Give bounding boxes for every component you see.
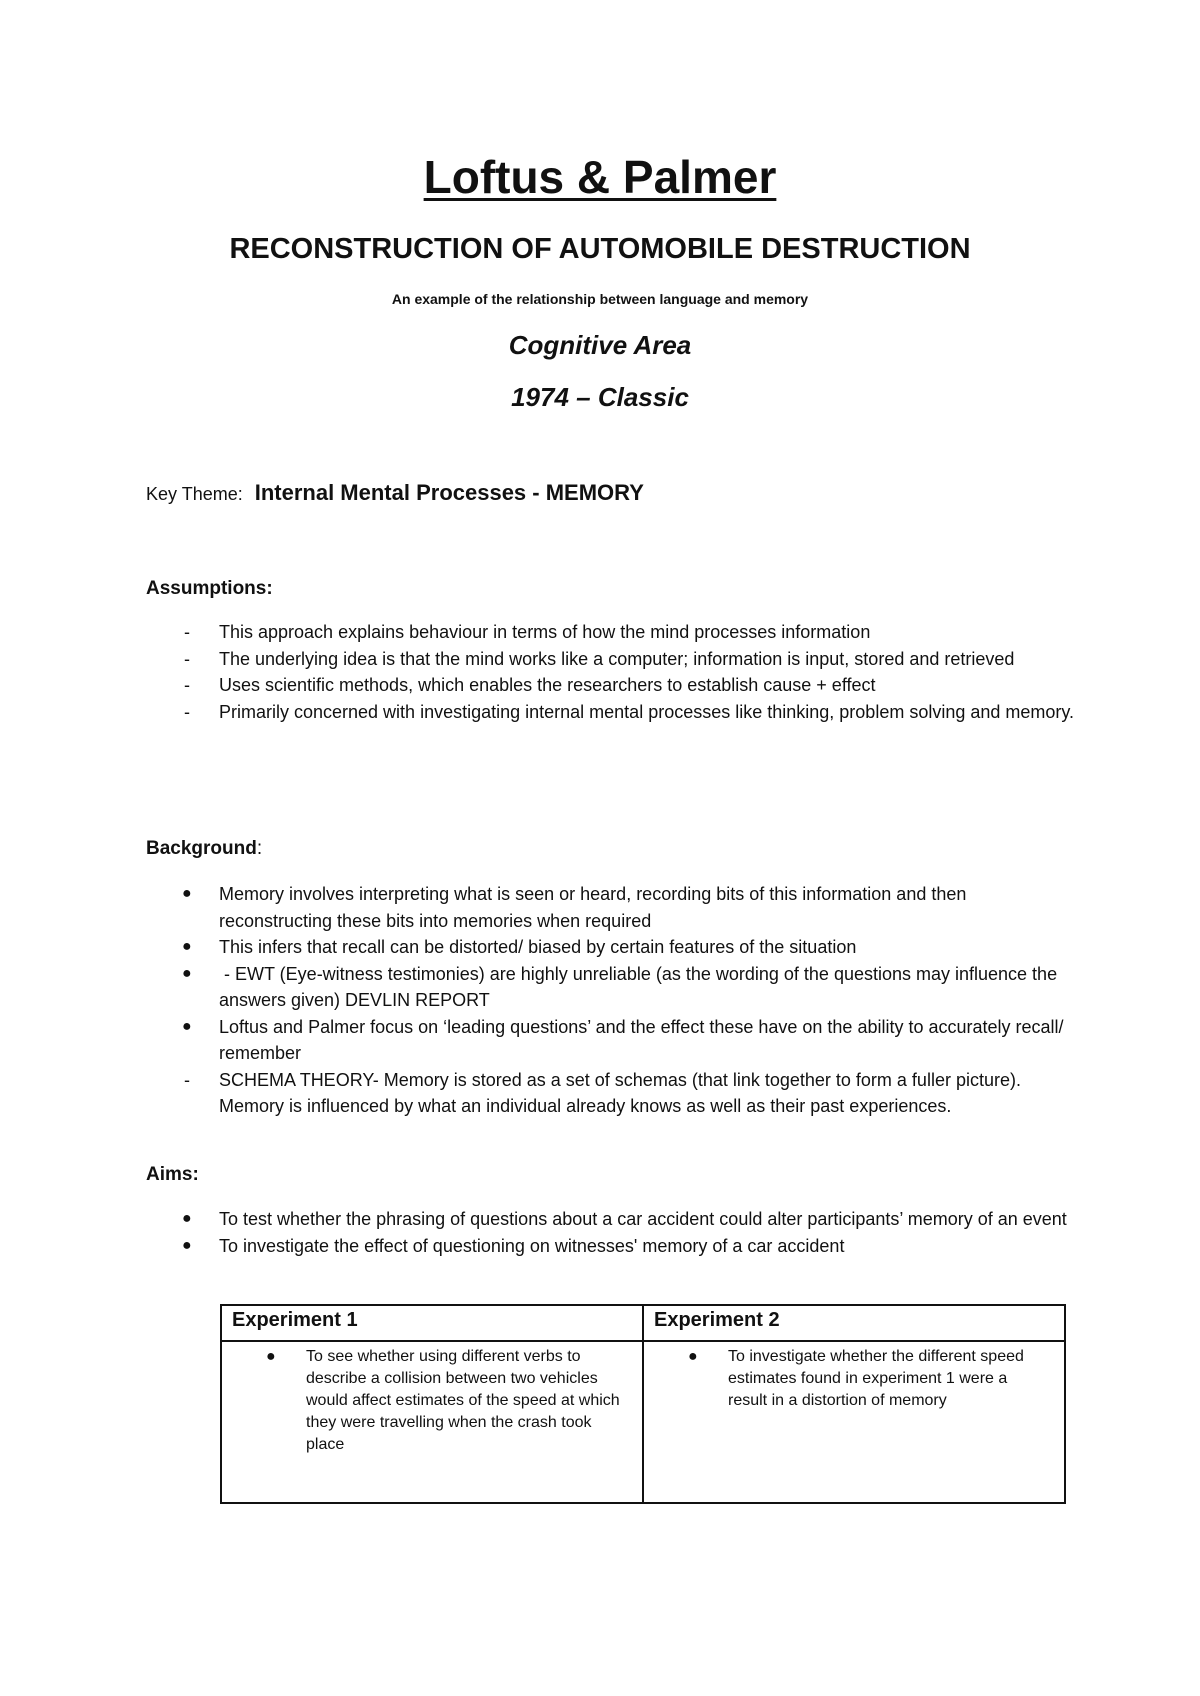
list-item [146, 934, 1076, 961]
table-header-row [221, 1305, 1065, 1341]
dash-marker: - [184, 1069, 190, 1090]
list-item [146, 672, 1076, 699]
table-row [221, 1341, 1065, 1503]
background-list [146, 881, 1076, 1120]
key-theme [146, 480, 644, 506]
aims-list [146, 1206, 1076, 1259]
bullet-marker: ● [182, 938, 192, 955]
background-heading [146, 838, 262, 860]
dash-marker: - [184, 701, 190, 722]
list-item-text: Primarily concerned with investigating internal mental processes like thinking, problem solving and memory. [219, 701, 1075, 722]
list-item [146, 619, 1076, 646]
list-item-text: Memory involves interpreting what is seen or heard, recording bits of this information and then reconstructing these bits into memories when required [219, 884, 967, 931]
bullet-marker: ● [688, 1348, 698, 1365]
document-title: Loftus & Palmer [423, 151, 777, 203]
key-theme-label: Key Theme: [146, 484, 243, 504]
assumptions-heading: Assumptions: [146, 578, 273, 599]
list-item [146, 699, 1076, 726]
dash-marker: - [184, 675, 190, 695]
study-year: 1974 – Classic [511, 382, 689, 412]
list-item-text: Uses scientific methods, which enables the researchers to establish cause + effect [219, 675, 876, 695]
bullet-marker: ● [182, 1017, 192, 1035]
list-item-text: To test whether the phrasing of questions about a car accident could alter participants’ memory of an event [219, 1209, 1067, 1229]
study-subtitle: RECONSTRUCTION OF AUTOMOBILE DESTRUCTION [229, 233, 971, 265]
bullet-marker: ● [182, 1210, 192, 1227]
list-item [644, 1346, 1064, 1412]
list-item-text: This infers that recall can be distorted/ biased by certain features of the situation [219, 937, 857, 957]
bullet-marker: ● [182, 964, 192, 982]
list-item [146, 1233, 1076, 1260]
experiments-table [220, 1304, 1066, 1504]
dash-marker: - [184, 622, 190, 642]
study-tagline: An example of the relationship between language and memory [391, 291, 809, 307]
experiment-1-aim: To see whether using different verbs to describe a collision between two vehicles would affect estimates of the speed at which they were travelling when the crash took place [306, 1348, 620, 1453]
study-area: Cognitive Area [508, 330, 692, 360]
experiment-2-cell [643, 1341, 1065, 1503]
experiment-2-aim: To investigate whether the different speed estimates found in experiment 1 were a result in a distortion of memory [728, 1348, 1024, 1409]
experiment-1-cell [221, 1341, 643, 1503]
list-item-text: SCHEMA THEORY- Memory is stored as a set of schemas (that link together to form a fuller picture). Memory is influenced by what an individual already knows as well as their past experiences. [219, 1069, 1021, 1116]
list-item [146, 646, 1076, 673]
experiment-1-header: Experiment 1 [221, 1305, 643, 1341]
list-item-text: The underlying idea is that the mind works like a computer; information is input, stored and retrieved [219, 648, 1015, 669]
list-item [222, 1346, 642, 1456]
background-heading-text: Background [146, 838, 257, 859]
list-item [146, 1014, 1076, 1067]
bullet-marker: ● [182, 885, 192, 902]
list-item [146, 1067, 1076, 1120]
dash-marker: - [184, 648, 190, 669]
bullet-marker: ● [182, 1236, 192, 1254]
list-item [146, 881, 1076, 934]
list-item-text: To investigate the effect of questioning on witnesses' memory of a car accident [219, 1235, 845, 1256]
bullet-marker: ● [266, 1348, 276, 1365]
list-item-text: Loftus and Palmer focus on ‘leading questions’ and the effect these have on the ability to accurately recall/ remember [219, 1016, 1064, 1063]
list-item-text: - EWT (Eye-witness testimonies) are highly unreliable (as the wording of the questions may influence the answers given) DEVLIN REPORT [219, 963, 1063, 1010]
key-theme-value: Internal Mental Processes - MEMORY [254, 480, 644, 505]
assumptions-list [146, 619, 1076, 725]
list-item [146, 1206, 1076, 1233]
list-item-text: This approach explains behaviour in terms of how the mind processes information [219, 622, 871, 642]
background-heading-colon: : [256, 838, 263, 859]
experiment-2-header: Experiment 2 [643, 1305, 1065, 1341]
list-item [146, 961, 1076, 1014]
aims-heading: Aims: [146, 1164, 199, 1185]
